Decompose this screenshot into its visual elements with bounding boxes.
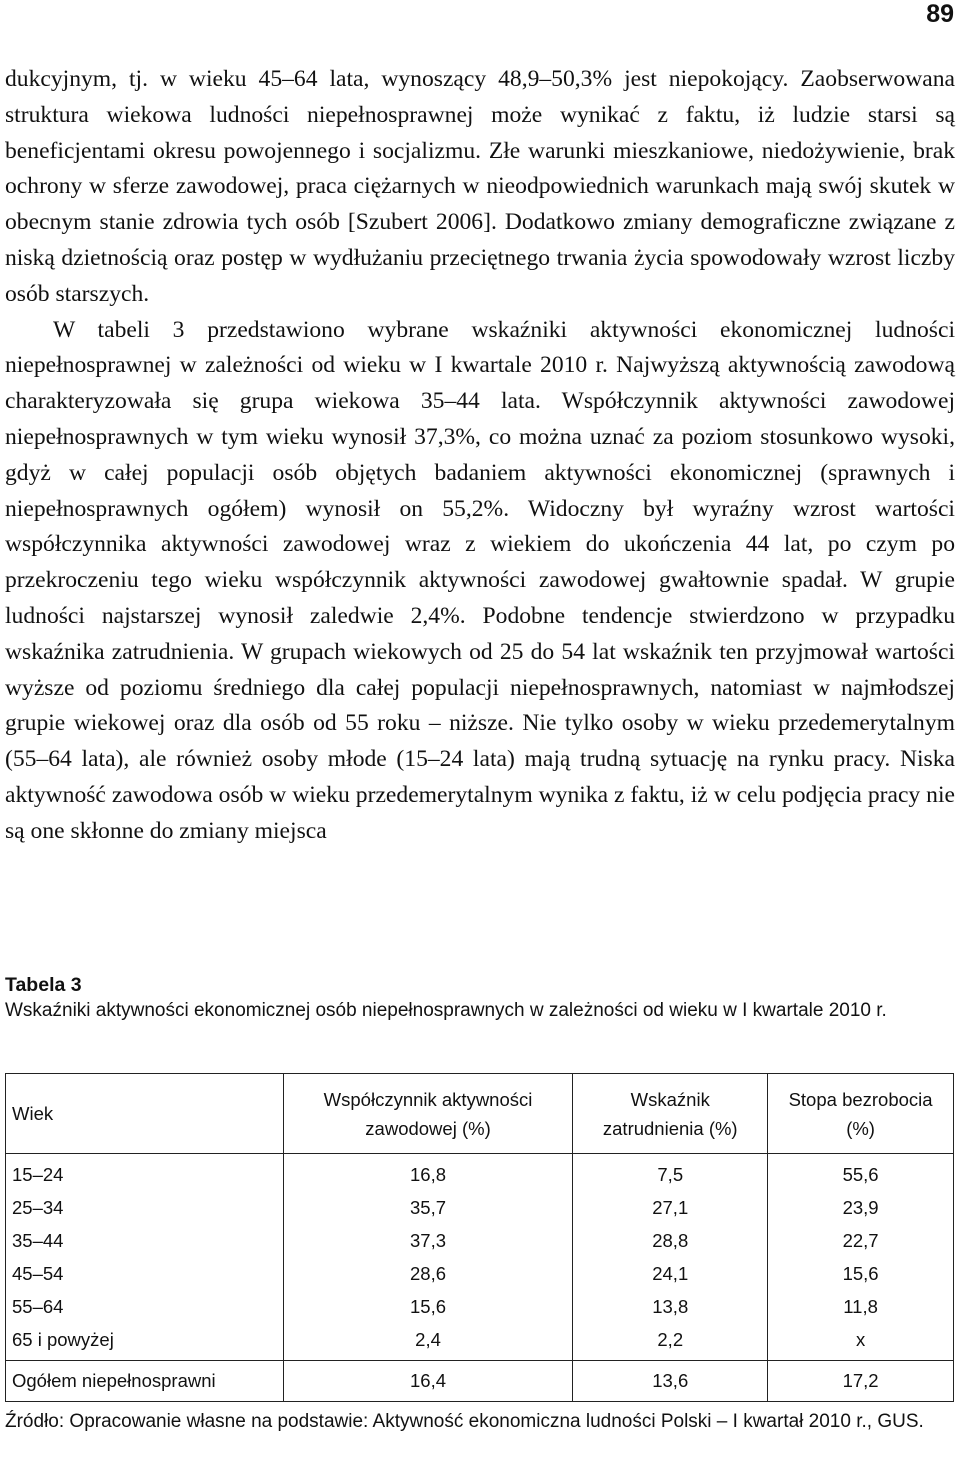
table-row <box>6 1290 954 1323</box>
cell-employment: 7,5 <box>573 1154 768 1192</box>
table-row <box>6 1191 954 1224</box>
total-unemployment: 17,2 <box>768 1361 954 1402</box>
table-row <box>6 1257 954 1290</box>
cell-activity: 15,6 <box>283 1290 573 1323</box>
page-number: 89 <box>926 0 954 28</box>
cell-age: 65 i powyżej <box>6 1323 284 1361</box>
header-activity-rate: Współczynnik aktywności zawodowej (%) <box>283 1074 573 1154</box>
cell-activity: 35,7 <box>283 1191 573 1224</box>
body-text <box>5 62 955 850</box>
paragraph-2: W tabeli 3 przedstawiono wybrane wskaźniki aktywności ekonomicznej ludności niepełnosprawnej w zależności od wieku w I kwartale 2010 r. Najwyższą aktywnością zawodową charakteryzowała się grupa wiekowa 35–44 lata. Współczynnik aktywności zawodowej niepełnosprawnych w tym wieku wynosił 37,3%, co można uznać za poziom stosunkowo wysoki, gdyż w całej populacji osób objętych badaniem aktywności ekonomicznej (sprawnych i niepełnosprawnych ogółem) wynosił on 55,2%. Widoczny był wyraźny wzrost wartości współczynnika aktywności zawodowej wraz z wiekiem do ukończenia 44 lat, po czym po przekroczeniu tego wieku współczynnik aktywności zawodowej gwałtownie spadał. W grupie ludności najstarszej wynosił zaledwie 2,4%. Podobne tendencje stwierdzono w przypadku wskaźnika zatrudnienia. W grupach wiekowych od 25 do 54 lat wskaźnik ten przyjmował wartości wyższe od poziomu średniego dla całej populacji niepełnosprawnych, natomiast w najmłodszej grupie wiekowej oraz dla osób od 55 roku – niższe. Nie tylko osoby w wieku przedemerytalnym (55–64 lata), ale również osoby młode (15–24 lata) mają trudną sytuację na rynku pracy. Niska aktywność zawodowa osób w wieku przedemerytalnym wynika z faktu, iż w celu podjęcia pracy nie są one skłonne do zmiany miejsca <box>5 316 955 844</box>
cell-employment: 27,1 <box>573 1191 768 1224</box>
total-activity: 16,4 <box>283 1361 573 1402</box>
table-label: Tabela 3 <box>5 974 82 996</box>
paragraph-1: dukcyjnym, tj. w wieku 45–64 lata, wynoszący 48,9–50,3% jest niepokojący. Zaobserwowana struktura wiekowa ludności niepełnosprawnej może wynikać z faktu, iż ludzie starsi są beneficjentami okresu powojennego i socjalizmu. Złe warunki mieszkaniowe, niedożywienie, brak ochrony w sferze zawodowej, praca ciężarnych w nieodpowiednich warunkach mają swój skutek w obecnym stanie zdrowia tych osób [Szubert 2006]. Dodatkowo zmiany demograficzne związane z niską dzietnością oraz postęp w wydłużaniu przeciętnego trwania życia spowodowały wzrost liczby osób starszych. <box>5 66 955 307</box>
table-source: Źródło: Opracowanie własne na podstawie: Aktywność ekonomiczna ludności Polski – I kwartał 2010 r., GUS. <box>5 1411 924 1432</box>
table-total-row <box>6 1361 954 1402</box>
cell-age: 15–24 <box>6 1154 284 1192</box>
cell-activity: 2,4 <box>283 1323 573 1361</box>
cell-activity: 28,6 <box>283 1257 573 1290</box>
cell-unemployment: 15,6 <box>768 1257 954 1290</box>
cell-age: 45–54 <box>6 1257 284 1290</box>
cell-age: 35–44 <box>6 1224 284 1257</box>
cell-unemployment: 55,6 <box>768 1154 954 1192</box>
table-row <box>6 1224 954 1257</box>
cell-unemployment: 23,9 <box>768 1191 954 1224</box>
cell-age: 25–34 <box>6 1191 284 1224</box>
table-row <box>6 1323 954 1361</box>
total-employment: 13,6 <box>573 1361 768 1402</box>
cell-activity: 37,3 <box>283 1224 573 1257</box>
cell-employment: 2,2 <box>573 1323 768 1361</box>
table-caption <box>5 972 955 1024</box>
activity-table <box>5 1073 954 1402</box>
cell-employment: 24,1 <box>573 1257 768 1290</box>
header-age: Wiek <box>6 1074 284 1154</box>
header-employment-rate: Wskaźnik zatrudnienia (%) <box>573 1074 768 1154</box>
total-label: Ogółem niepełnosprawni <box>6 1361 284 1402</box>
cell-employment: 13,8 <box>573 1290 768 1323</box>
cell-employment: 28,8 <box>573 1224 768 1257</box>
header-unemployment-rate: Stopa bezrobocia (%) <box>768 1074 954 1154</box>
table-header-row <box>6 1074 954 1154</box>
cell-activity: 16,8 <box>283 1154 573 1192</box>
cell-unemployment: 11,8 <box>768 1290 954 1323</box>
table-title: Wskaźniki aktywności ekonomicznej osób niepełnosprawnych w zależności od wieku w I kwartale 2010 r. <box>5 1000 887 1021</box>
cell-unemployment: x <box>768 1323 954 1361</box>
cell-unemployment: 22,7 <box>768 1224 954 1257</box>
table-row <box>6 1154 954 1192</box>
cell-age: 55–64 <box>6 1290 284 1323</box>
